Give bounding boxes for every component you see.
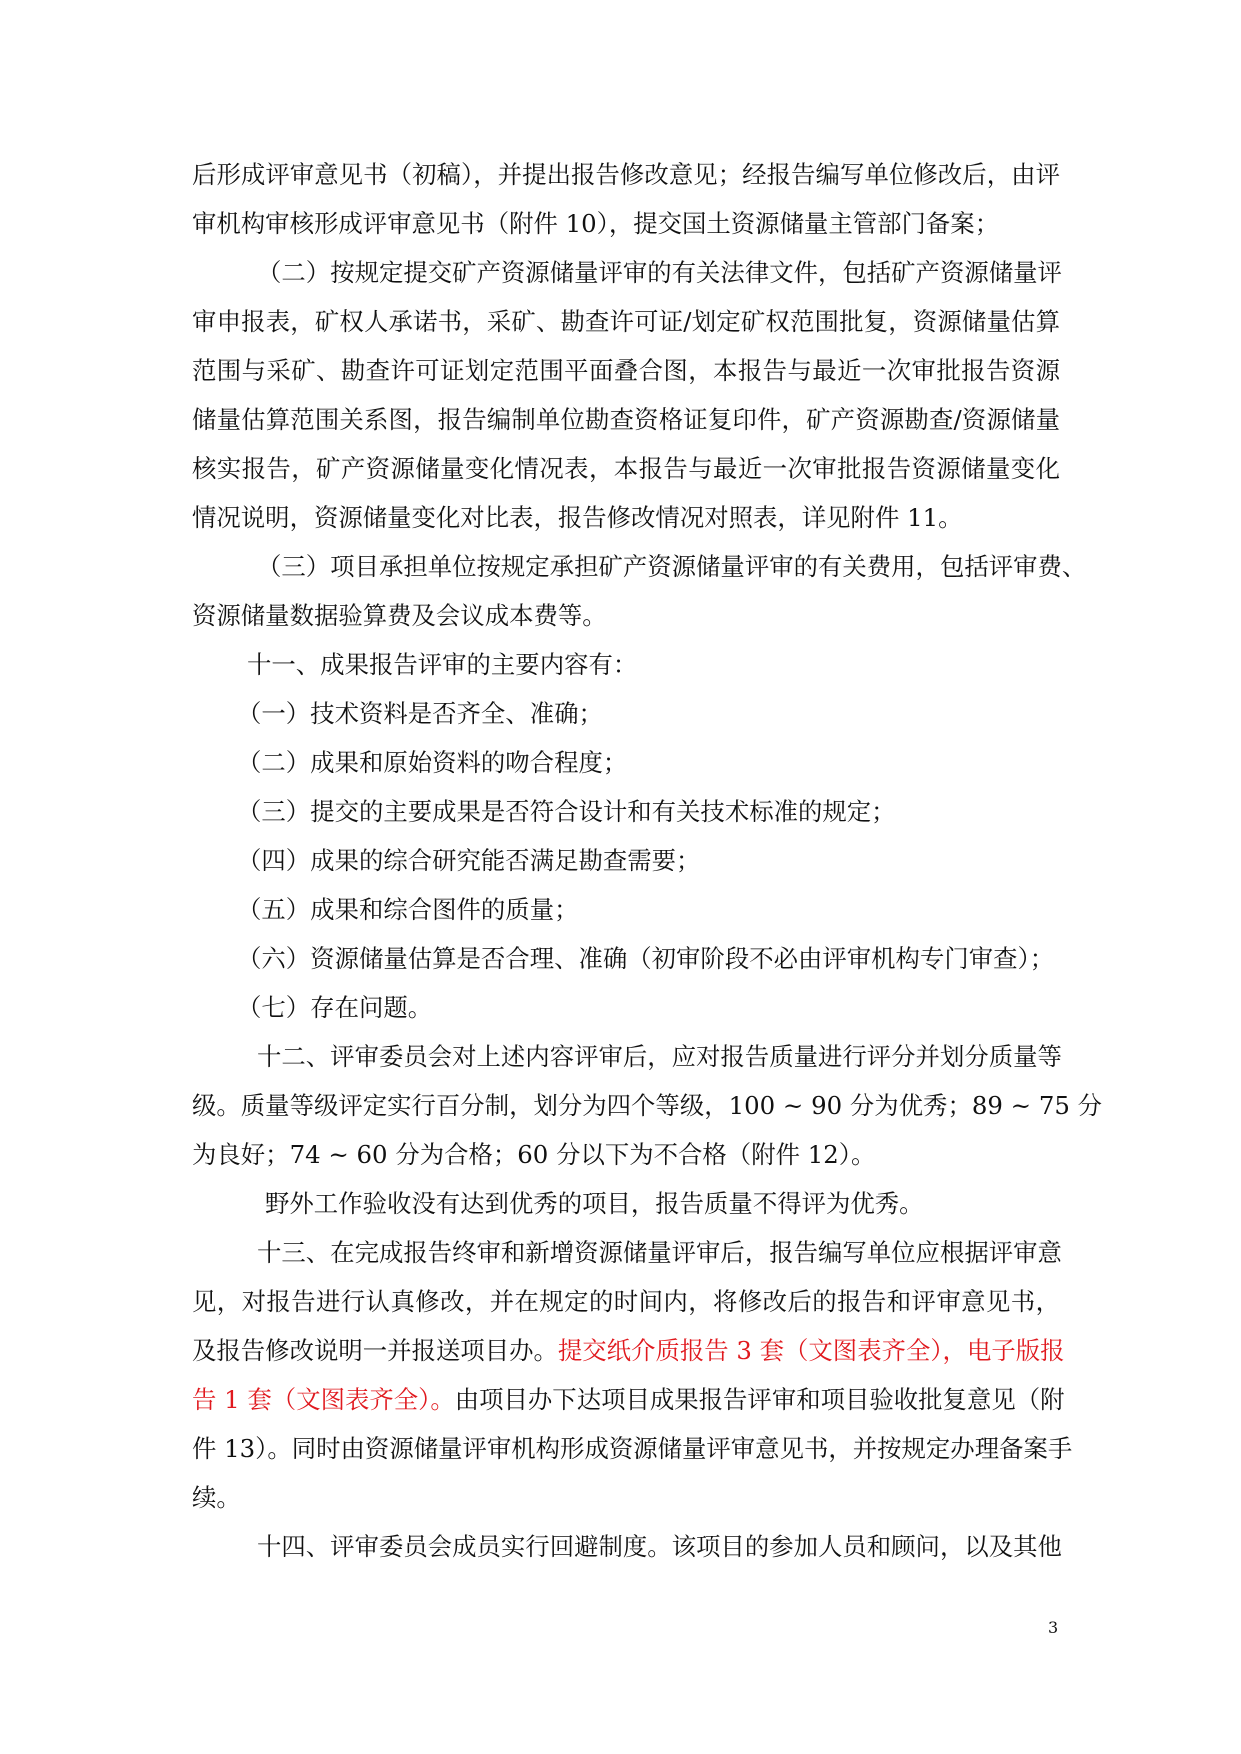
line-text: 及报告修改说明一并报送项目办。 xyxy=(192,1336,558,1365)
line-text: 野外工作验收没有达到优秀的项目，报告质量不得评为优秀。 xyxy=(265,1189,924,1218)
line-text: 后形成评审意见书（初稿），并提出报告修改意见；经报告编写单位修改后，由评 xyxy=(192,160,1060,189)
text-line xyxy=(192,355,1060,387)
line-text: 核实报告，矿产资源储量变化情况表，本报告与最近一次审批报告资源储量变化 xyxy=(192,454,1060,483)
text-line xyxy=(237,992,1060,1024)
line-text: （一）技术资料是否齐全、准确； xyxy=(237,699,603,728)
text-line xyxy=(257,551,1087,583)
line-text: （二）按规定提交矿产资源储量评审的有关法律文件，包括矿产资源储量评 xyxy=(257,258,1062,287)
line-text: 十四、评审委员会成员实行回避制度。该项目的参加人员和顾问，以及其他 xyxy=(257,1532,1062,1561)
line-text: （五）成果和综合图件的质量； xyxy=(237,895,579,924)
line-text: （六）资源储量估算是否合理、准确（初审阶段不必由评审机构专门审查）； xyxy=(237,944,1055,973)
text-line xyxy=(192,159,1060,191)
line-text: 件 13）。同时由资源储量评审机构形成资源储量评审意见书，并按规定办理备案手 xyxy=(192,1434,1073,1463)
page-number: 3 xyxy=(1048,1618,1059,1637)
line-text: 级。质量等级评定实行百分制，划分为四个等级，100 ~ 90 分为优秀；89 ~ 75 分 xyxy=(192,1091,1102,1120)
text-line xyxy=(257,1237,1060,1269)
text-line xyxy=(192,1286,1060,1318)
line-text: 为良好；74 ~ 60 分为合格；60 分以下为不合格（附件 12）。 xyxy=(192,1140,876,1169)
line-text: （三）项目承担单位按规定承担矿产资源储量评审的有关费用，包括评审费、 xyxy=(257,552,1087,581)
text-line xyxy=(192,1433,1073,1465)
text-line xyxy=(192,1090,1102,1122)
line-text: 情况说明，资源储量变化对比表，报告修改情况对照表，详见附件 11。 xyxy=(192,503,963,532)
text-line xyxy=(257,257,1060,289)
line-text: 由项目办下达项目成果报告评审和项目验收批复意见（附 xyxy=(454,1385,1065,1414)
line-text: 范围与采矿、勘查许可证划定范围平面叠合图，本报告与最近一次审批报告资源 xyxy=(192,356,1060,385)
text-line xyxy=(192,306,1060,338)
text-line xyxy=(192,453,1060,485)
line-text: 审机构审核形成评审意见书（附件 10），提交国土资源储量主管部门备案； xyxy=(192,209,1000,238)
text-line xyxy=(265,1188,1060,1220)
line-text: （四）成果的综合研究能否满足勘查需要； xyxy=(237,846,701,875)
line-text: 十二、评审委员会对上述内容评审后，应对报告质量进行评分并划分质量等 xyxy=(257,1042,1062,1071)
line-text: 十三、在完成报告终审和新增资源储量评审后，报告编写单位应根据评审意 xyxy=(257,1238,1062,1267)
line-text: 续。 xyxy=(192,1483,241,1512)
text-line xyxy=(237,845,1060,877)
line-text: 见，对报告进行认真修改，并在规定的时间内，将修改后的报告和评审意见书， xyxy=(192,1287,1060,1316)
line-text: 审申报表，矿权人承诺书，采矿、勘查许可证/划定矿权范围批复，资源储量估算 xyxy=(192,307,1060,336)
line-text: （二）成果和原始资料的吻合程度； xyxy=(237,748,628,777)
text-line xyxy=(192,404,1060,436)
text-line xyxy=(247,649,1060,681)
text-line xyxy=(192,1384,1065,1416)
text-line xyxy=(192,600,1060,632)
text-line xyxy=(237,796,1060,828)
line-text: 十一、成果报告评审的主要内容有： xyxy=(247,650,638,679)
line-text: （七）存在问题。 xyxy=(237,993,433,1022)
text-line xyxy=(257,1531,1060,1563)
text-line xyxy=(192,1482,1060,1514)
text-line xyxy=(192,1335,1065,1367)
line-text: （三）提交的主要成果是否符合设计和有关技术标准的规定； xyxy=(237,797,896,826)
text-line xyxy=(237,698,1060,730)
line-text: 资源储量数据验算费及会议成本费等。 xyxy=(192,601,607,630)
text-line xyxy=(192,1139,1060,1171)
text-line xyxy=(192,502,1060,534)
text-line xyxy=(237,747,1060,779)
text-line xyxy=(257,1041,1060,1073)
text-line xyxy=(237,894,1060,926)
text-line xyxy=(237,943,1060,975)
highlighted-text: 提交纸介质报告 3 套（文图表齐全），电子版报 xyxy=(557,1336,1065,1365)
line-text: 储量估算范围关系图，报告编制单位勘查资格证复印件，矿产资源勘查/资源储量 xyxy=(192,405,1060,434)
highlighted-text: 告 1 套（文图表齐全）。 xyxy=(192,1385,455,1414)
text-line xyxy=(192,208,1060,240)
